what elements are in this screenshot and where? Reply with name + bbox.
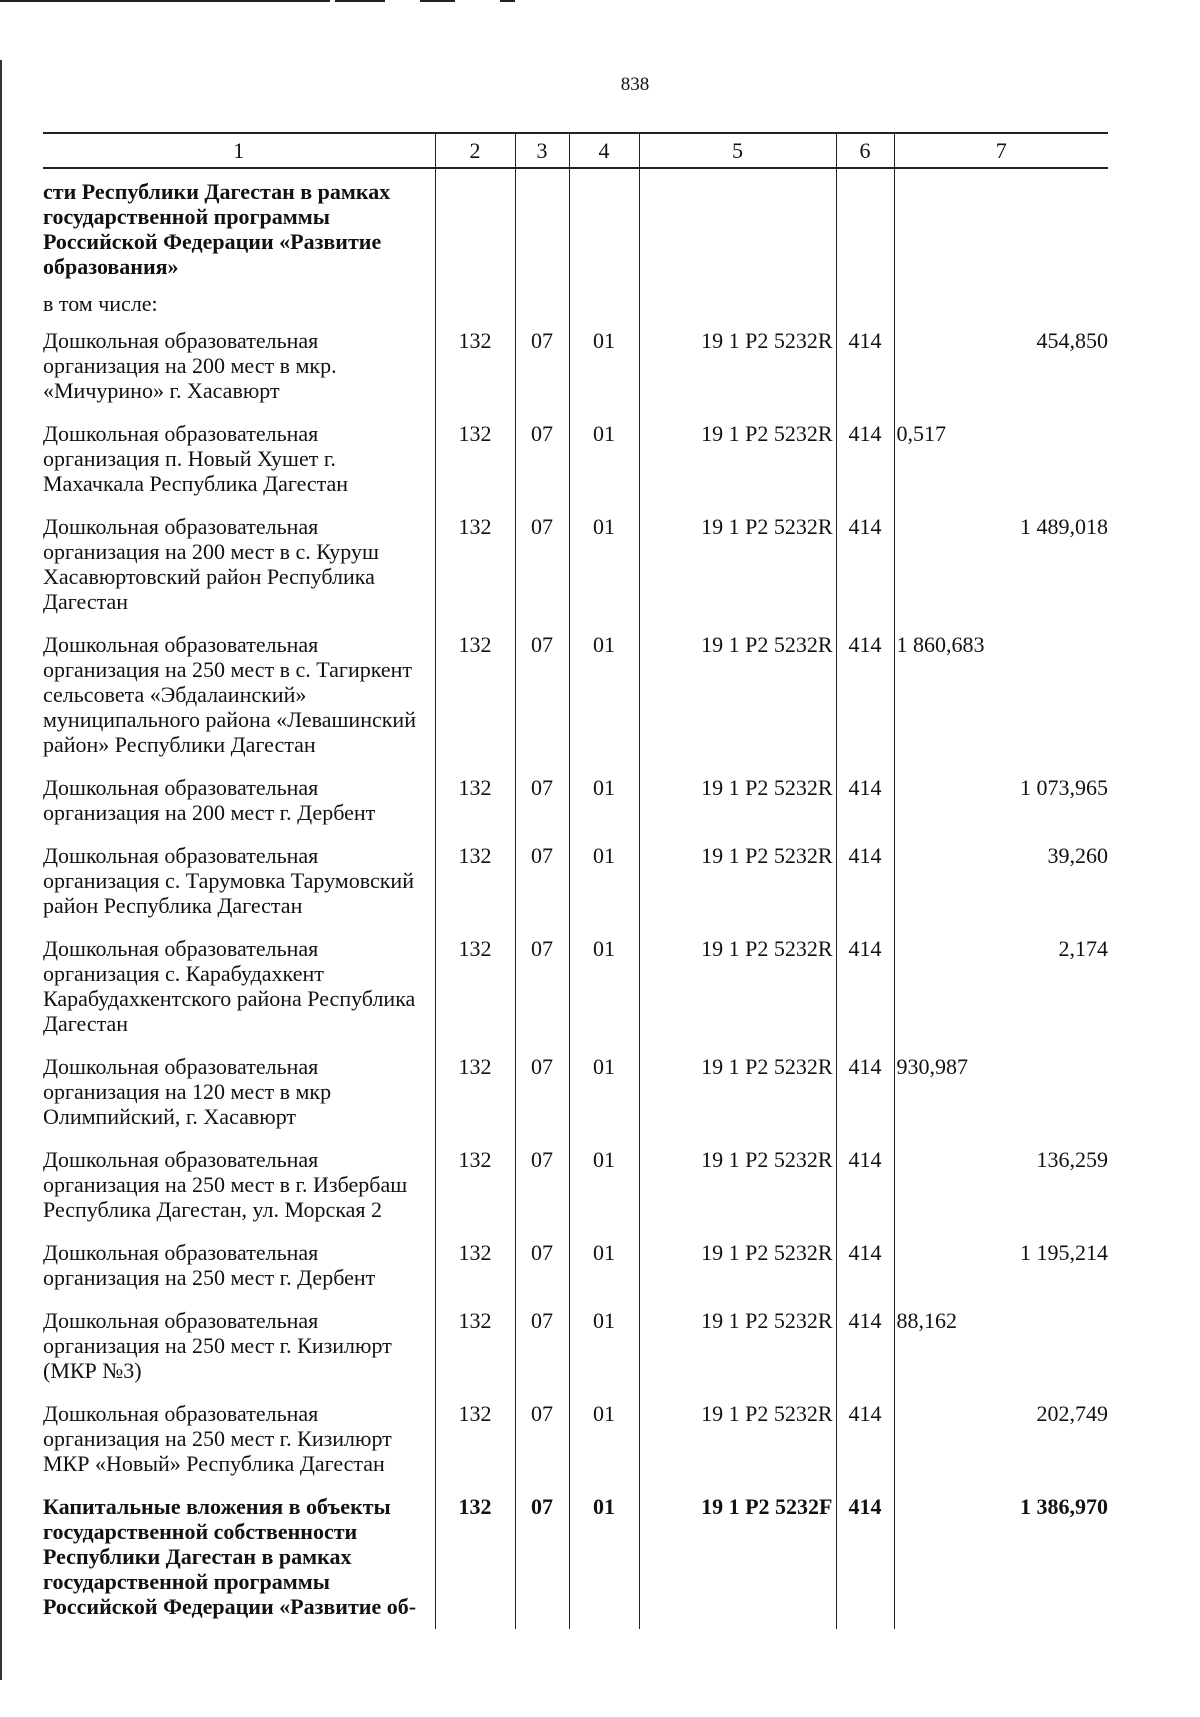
table-row [43, 624, 1108, 767]
row-amount: 1 860,683 [894, 624, 1108, 767]
row-target-article: 19 1 Р2 5232R [639, 624, 836, 767]
table-row [43, 506, 1108, 624]
row-amount: 930,987 [894, 1046, 1108, 1139]
row-expense-type: 414 [836, 835, 894, 928]
row-section-code: 07 [515, 767, 569, 835]
row-amount: 202,749 [894, 1393, 1108, 1486]
row-subsection-code: 01 [569, 767, 639, 835]
scan-edge-top [0, 0, 330, 2]
row-name: Дошкольная образовательная организация на 250 мест г. Кизилюрт МКР «Новый» Республика Дагестан [43, 1401, 392, 1476]
row-admin-code: 132 [435, 1046, 515, 1139]
row-subsection-code [569, 168, 639, 289]
row-section-code: 07 [515, 928, 569, 1046]
row-subsection-code: 01 [569, 1139, 639, 1232]
column-header-row [43, 133, 1108, 168]
row-section-code: 07 [515, 1486, 569, 1629]
table-row [43, 1046, 1108, 1139]
table-row [43, 413, 1108, 506]
row-subsection-code: 01 [569, 1300, 639, 1393]
row-admin-code: 132 [435, 835, 515, 928]
table-row [43, 835, 1108, 928]
table-row [43, 928, 1108, 1046]
row-amount [894, 289, 1108, 320]
table-row [43, 320, 1108, 413]
row-name: Дошкольная образовательная организация на 250 мест в г. Избербаш Республика Дагестан, ул. Морская 2 [43, 1147, 408, 1222]
table-row [43, 289, 1108, 320]
row-name: Дошкольная образовательная организация на 250 мест г. Кизилюрт (МКР №3) [43, 1308, 392, 1383]
table-row [43, 1300, 1108, 1393]
row-amount: 1 073,965 [894, 767, 1108, 835]
row-target-article: 19 1 Р2 5232R [639, 1139, 836, 1232]
row-amount: 2,174 [894, 928, 1108, 1046]
row-target-article [639, 168, 836, 289]
row-admin-code: 132 [435, 624, 515, 767]
row-amount: 1 195,214 [894, 1232, 1108, 1300]
row-expense-type [836, 289, 894, 320]
row-admin-code: 132 [435, 1393, 515, 1486]
row-section-code: 07 [515, 1232, 569, 1300]
table-row [43, 168, 1108, 289]
row-admin-code: 132 [435, 1486, 515, 1629]
row-target-article: 19 1 Р2 5232R [639, 1300, 836, 1393]
row-amount: 1 489,018 [894, 506, 1108, 624]
row-name: сти Республики Дагестан в рамках государственной программы Российской Федерации «Развитие образования» [43, 179, 391, 279]
row-target-article: 19 1 Р2 5232R [639, 506, 836, 624]
row-subsection-code [569, 289, 639, 320]
row-target-article: 19 1 Р2 5232R [639, 1046, 836, 1139]
row-amount: 454,850 [894, 320, 1108, 413]
budget-table [43, 132, 1108, 1629]
row-subsection-code: 01 [569, 413, 639, 506]
scan-edge-left [0, 60, 2, 1680]
row-target-article: 19 1 Р2 5232R [639, 1232, 836, 1300]
row-section-code [515, 168, 569, 289]
row-target-article: 19 1 Р2 5232R [639, 1393, 836, 1486]
row-subsection-code: 01 [569, 320, 639, 413]
row-admin-code [435, 289, 515, 320]
row-name: Дошкольная образовательная организация на 200 мест в мкр. «Мичурино» г. Хасавюрт [43, 328, 337, 403]
row-expense-type: 414 [836, 624, 894, 767]
table-row [43, 1232, 1108, 1300]
row-amount: 88,162 [894, 1300, 1108, 1393]
row-section-code: 07 [515, 413, 569, 506]
row-name: Капитальные вложения в объекты государственной собственности Республики Дагестан в рамках государственной программы Российской Федерации «Развитие об- [43, 1494, 417, 1619]
column-header: 7 [894, 133, 1108, 168]
table-body [43, 168, 1108, 1629]
row-admin-code [435, 168, 515, 289]
row-admin-code: 132 [435, 1139, 515, 1232]
row-target-article: 19 1 Р2 5232R [639, 413, 836, 506]
row-subsection-code: 01 [569, 624, 639, 767]
row-admin-code: 132 [435, 767, 515, 835]
row-amount: 136,259 [894, 1139, 1108, 1232]
column-header: 6 [836, 133, 894, 168]
row-admin-code: 132 [435, 506, 515, 624]
row-target-article: 19 1 Р2 5232R [639, 928, 836, 1046]
row-expense-type: 414 [836, 1139, 894, 1232]
row-target-article: 19 1 Р2 5232R [639, 767, 836, 835]
row-name: Дошкольная образовательная организация на 120 мест в мкр Олимпийский, г. Хасавюрт [43, 1054, 332, 1129]
row-admin-code: 132 [435, 320, 515, 413]
row-name: Дошкольная образовательная организация на 250 мест г. Дербент [43, 1240, 376, 1290]
row-subsection-code: 01 [569, 1232, 639, 1300]
scan-edge-top-fragment [420, 0, 455, 2]
row-name: Дошкольная образовательная организация п. Новый Хушет г. Махачкала Республика Дагестан [43, 421, 349, 496]
column-header: 2 [435, 133, 515, 168]
row-section-code [515, 289, 569, 320]
row-name: Дошкольная образовательная организация на 250 мест в с. Тагиркент сельсовета «Эбдалаинский» муниципального района «Левашинский район» Республики Дагестан [43, 632, 416, 757]
row-expense-type [836, 168, 894, 289]
row-section-code: 07 [515, 1393, 569, 1486]
row-admin-code: 132 [435, 1232, 515, 1300]
row-target-article: 19 1 Р2 5232R [639, 835, 836, 928]
row-subsection-code: 01 [569, 1046, 639, 1139]
row-subsection-code: 01 [569, 928, 639, 1046]
row-subsection-code: 01 [569, 1393, 639, 1486]
row-section-code: 07 [515, 320, 569, 413]
row-subsection-code: 01 [569, 506, 639, 624]
table-row [43, 1139, 1108, 1232]
scan-edge-top-fragment [335, 0, 385, 2]
row-name: Дошкольная образовательная организация на 200 мест в с. Куруш Хасавюртовский район Республика Дагестан [43, 514, 379, 614]
row-subsection-code: 01 [569, 835, 639, 928]
row-section-code: 07 [515, 835, 569, 928]
row-expense-type: 414 [836, 1486, 894, 1629]
column-header: 4 [569, 133, 639, 168]
row-name: Дошкольная образовательная организация с. Тарумовка Тарумовский район Республика Дагестан [43, 843, 414, 918]
row-expense-type: 414 [836, 413, 894, 506]
page-number: 838 [620, 74, 650, 95]
row-expense-type: 414 [836, 1300, 894, 1393]
row-expense-type: 414 [836, 506, 894, 624]
row-name: Дошкольная образовательная организация на 200 мест г. Дербент [43, 775, 376, 825]
row-expense-type: 414 [836, 928, 894, 1046]
row-amount [894, 168, 1108, 289]
table-row [43, 1393, 1108, 1486]
column-header: 3 [515, 133, 569, 168]
row-subsection-code: 01 [569, 1486, 639, 1629]
row-name: Дошкольная образовательная организация с. Карабудахкент Карабудахкентского района Республика Дагестан [43, 936, 416, 1036]
row-expense-type: 414 [836, 1232, 894, 1300]
scan-edge-top-fragment [500, 0, 515, 2]
row-section-code: 07 [515, 1139, 569, 1232]
row-section-code: 07 [515, 506, 569, 624]
row-admin-code: 132 [435, 1300, 515, 1393]
row-amount: 1 386,970 [894, 1486, 1108, 1629]
row-section-code: 07 [515, 1300, 569, 1393]
row-target-article: 19 1 Р2 5232R [639, 320, 836, 413]
row-expense-type: 414 [836, 1393, 894, 1486]
row-section-code: 07 [515, 1046, 569, 1139]
column-header: 5 [639, 133, 836, 168]
table-row [43, 1486, 1108, 1629]
row-target-article: 19 1 Р2 5232F [639, 1486, 836, 1629]
row-target-article [639, 289, 836, 320]
row-amount: 0,517 [894, 413, 1108, 506]
row-expense-type: 414 [836, 320, 894, 413]
column-header: 1 [43, 133, 435, 168]
row-amount: 39,260 [894, 835, 1108, 928]
row-section-code: 07 [515, 624, 569, 767]
row-admin-code: 132 [435, 928, 515, 1046]
row-expense-type: 414 [836, 1046, 894, 1139]
row-expense-type: 414 [836, 767, 894, 835]
row-admin-code: 132 [435, 413, 515, 506]
row-name: в том числе: [43, 291, 158, 316]
table-row [43, 767, 1108, 835]
